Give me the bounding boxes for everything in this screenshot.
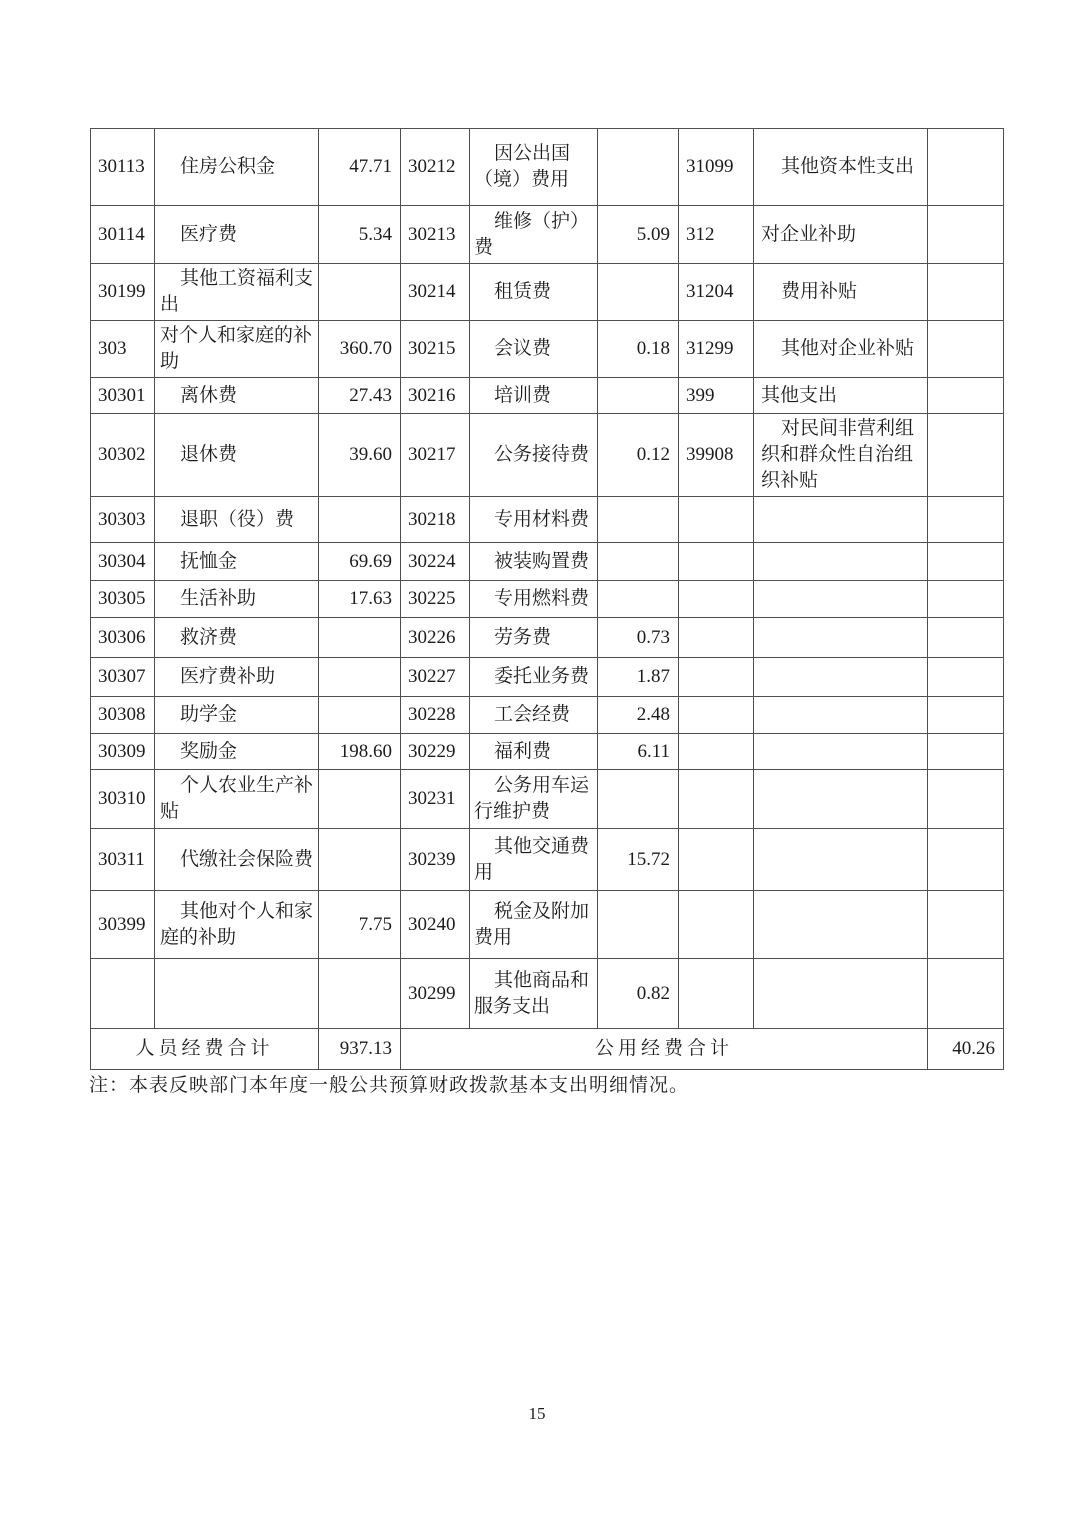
amount-cell <box>928 581 1004 618</box>
item-name-cell: 委托业务费 <box>470 658 598 697</box>
code-cell: 30231 <box>401 770 470 829</box>
item-name-cell: 对个人和家庭的补助 <box>155 321 319 378</box>
code-cell: 30114 <box>91 206 155 264</box>
code-cell <box>91 959 155 1029</box>
amount-cell: 47.71 <box>319 129 401 206</box>
amount-cell: 198.60 <box>319 734 401 770</box>
table-row <box>91 770 1004 829</box>
amount-cell <box>928 129 1004 206</box>
item-name-cell <box>754 829 928 891</box>
code-cell: 30399 <box>91 891 155 959</box>
amount-cell <box>319 959 401 1029</box>
code-cell: 30308 <box>91 697 155 734</box>
item-name-cell: 退休费 <box>155 414 319 497</box>
amount-cell <box>319 618 401 658</box>
item-name-cell: 救济费 <box>155 618 319 658</box>
item-name-cell: 退职（役）费 <box>155 497 319 543</box>
item-name-cell: 因公出国（境）费用 <box>470 129 598 206</box>
code-cell: 30303 <box>91 497 155 543</box>
item-name-cell: 离休费 <box>155 378 319 414</box>
table-row <box>91 697 1004 734</box>
item-name-cell: 其他支出 <box>754 378 928 414</box>
amount-cell: 0.73 <box>598 618 679 658</box>
code-cell <box>679 497 754 543</box>
code-cell: 31099 <box>679 129 754 206</box>
public-total-value: 40.26 <box>928 1029 1004 1070</box>
table-row <box>91 658 1004 697</box>
amount-cell <box>928 697 1004 734</box>
amount-cell <box>928 378 1004 414</box>
item-name-cell: 代缴社会保险费 <box>155 829 319 891</box>
item-name-cell: 抚恤金 <box>155 543 319 581</box>
amount-cell <box>928 829 1004 891</box>
item-name-cell: 培训费 <box>470 378 598 414</box>
code-cell: 30227 <box>401 658 470 697</box>
amount-cell <box>598 891 679 959</box>
item-name-cell: 税金及附加费用 <box>470 891 598 959</box>
table-row <box>91 543 1004 581</box>
code-cell: 30240 <box>401 891 470 959</box>
code-cell: 30213 <box>401 206 470 264</box>
code-cell <box>679 658 754 697</box>
amount-cell <box>928 264 1004 321</box>
amount-cell <box>598 497 679 543</box>
code-cell <box>679 829 754 891</box>
item-name-cell: 劳务费 <box>470 618 598 658</box>
code-cell: 30218 <box>401 497 470 543</box>
table-row <box>91 264 1004 321</box>
item-name-cell: 生活补助 <box>155 581 319 618</box>
item-name-cell: 公务接待费 <box>470 414 598 497</box>
code-cell: 30302 <box>91 414 155 497</box>
item-name-cell: 其他资本性支出 <box>754 129 928 206</box>
item-name-cell: 费用补贴 <box>754 264 928 321</box>
code-cell: 312 <box>679 206 754 264</box>
code-cell: 30225 <box>401 581 470 618</box>
code-cell: 30311 <box>91 829 155 891</box>
code-cell: 30113 <box>91 129 155 206</box>
amount-cell: 27.43 <box>319 378 401 414</box>
item-name-cell: 租赁费 <box>470 264 598 321</box>
amount-cell: 360.70 <box>319 321 401 378</box>
code-cell: 30309 <box>91 734 155 770</box>
personnel-total-label: 人员经费合计 <box>91 1029 319 1070</box>
amount-cell <box>928 891 1004 959</box>
table-row <box>91 734 1004 770</box>
code-cell: 30214 <box>401 264 470 321</box>
code-cell: 30229 <box>401 734 470 770</box>
basic-expenditure-detail-table <box>90 128 1004 1070</box>
amount-cell <box>928 543 1004 581</box>
item-name-cell: 其他对企业补贴 <box>754 321 928 378</box>
code-cell: 39908 <box>679 414 754 497</box>
item-name-cell: 福利费 <box>470 734 598 770</box>
amount-cell: 0.82 <box>598 959 679 1029</box>
amount-cell: 1.87 <box>598 658 679 697</box>
code-cell <box>679 581 754 618</box>
amount-cell <box>928 770 1004 829</box>
item-name-cell <box>754 770 928 829</box>
amount-cell <box>598 770 679 829</box>
amount-cell: 5.34 <box>319 206 401 264</box>
code-cell <box>679 734 754 770</box>
amount-cell <box>319 497 401 543</box>
amount-cell <box>598 543 679 581</box>
code-cell: 30307 <box>91 658 155 697</box>
code-cell: 30305 <box>91 581 155 618</box>
amount-cell <box>928 497 1004 543</box>
table-row <box>91 829 1004 891</box>
table-row <box>91 414 1004 497</box>
personnel-total-value: 937.13 <box>319 1029 401 1070</box>
code-cell: 31204 <box>679 264 754 321</box>
code-cell: 30239 <box>401 829 470 891</box>
amount-cell <box>928 658 1004 697</box>
item-name-cell: 其他工资福利支出 <box>155 264 319 321</box>
item-name-cell: 个人农业生产补贴 <box>155 770 319 829</box>
amount-cell <box>598 129 679 206</box>
item-name-cell: 医疗费 <box>155 206 319 264</box>
amount-cell: 39.60 <box>319 414 401 497</box>
item-name-cell: 被装购置费 <box>470 543 598 581</box>
item-name-cell <box>754 618 928 658</box>
item-name-cell: 维修（护）费 <box>470 206 598 264</box>
code-cell <box>679 891 754 959</box>
amount-cell: 15.72 <box>598 829 679 891</box>
amount-cell <box>319 264 401 321</box>
item-name-cell: 其他商品和服务支出 <box>470 959 598 1029</box>
item-name-cell <box>754 891 928 959</box>
code-cell: 30299 <box>401 959 470 1029</box>
amount-cell <box>598 581 679 618</box>
code-cell: 30224 <box>401 543 470 581</box>
item-name-cell <box>754 497 928 543</box>
code-cell <box>679 959 754 1029</box>
table-row <box>91 581 1004 618</box>
amount-cell <box>598 378 679 414</box>
code-cell: 30304 <box>91 543 155 581</box>
amount-cell: 6.11 <box>598 734 679 770</box>
item-name-cell <box>754 697 928 734</box>
item-name-cell: 专用燃料费 <box>470 581 598 618</box>
code-cell <box>679 697 754 734</box>
code-cell: 30215 <box>401 321 470 378</box>
amount-cell <box>319 770 401 829</box>
item-name-cell: 对民间非营利组织和群众性自治组织补贴 <box>754 414 928 497</box>
public-total-label: 公用经费合计 <box>401 1029 928 1070</box>
code-cell: 30216 <box>401 378 470 414</box>
table-row <box>91 959 1004 1029</box>
table-row <box>91 618 1004 658</box>
amount-cell <box>319 829 401 891</box>
item-name-cell: 会议费 <box>470 321 598 378</box>
amount-cell: 0.12 <box>598 414 679 497</box>
item-name-cell <box>754 543 928 581</box>
item-name-cell: 公务用车运行维护费 <box>470 770 598 829</box>
amount-cell: 0.18 <box>598 321 679 378</box>
code-cell: 30226 <box>401 618 470 658</box>
amount-cell <box>598 264 679 321</box>
amount-cell <box>928 206 1004 264</box>
item-name-cell <box>754 959 928 1029</box>
table-note: 注：本表反映部门本年度一般公共预算财政拨款基本支出明细情况。 <box>89 1075 690 1096</box>
code-cell: 30199 <box>91 264 155 321</box>
item-name-cell <box>754 734 928 770</box>
table-row <box>91 321 1004 378</box>
amount-cell <box>319 658 401 697</box>
amount-cell: 5.09 <box>598 206 679 264</box>
table-row <box>91 206 1004 264</box>
code-cell: 30306 <box>91 618 155 658</box>
table-row <box>91 378 1004 414</box>
amount-cell <box>928 414 1004 497</box>
totals-row <box>91 1029 1004 1070</box>
table-row <box>91 497 1004 543</box>
item-name-cell: 奖励金 <box>155 734 319 770</box>
code-cell: 30310 <box>91 770 155 829</box>
code-cell <box>679 543 754 581</box>
code-cell: 30301 <box>91 378 155 414</box>
item-name-cell: 工会经费 <box>470 697 598 734</box>
amount-cell: 7.75 <box>319 891 401 959</box>
item-name-cell: 对企业补助 <box>754 206 928 264</box>
code-cell: 30228 <box>401 697 470 734</box>
amount-cell <box>928 618 1004 658</box>
item-name-cell <box>155 959 319 1029</box>
amount-cell: 17.63 <box>319 581 401 618</box>
table-row <box>91 891 1004 959</box>
code-cell <box>679 618 754 658</box>
code-cell: 30212 <box>401 129 470 206</box>
table-row <box>91 129 1004 206</box>
code-cell: 399 <box>679 378 754 414</box>
item-name-cell <box>754 581 928 618</box>
amount-cell <box>319 697 401 734</box>
code-cell: 31299 <box>679 321 754 378</box>
item-name-cell: 其他对个人和家庭的补助 <box>155 891 319 959</box>
code-cell: 30217 <box>401 414 470 497</box>
code-cell <box>679 770 754 829</box>
code-cell: 303 <box>91 321 155 378</box>
amount-cell <box>928 734 1004 770</box>
amount-cell: 2.48 <box>598 697 679 734</box>
item-name-cell: 专用材料费 <box>470 497 598 543</box>
page-number: 15 <box>528 1404 546 1423</box>
item-name-cell: 住房公积金 <box>155 129 319 206</box>
item-name-cell: 医疗费补助 <box>155 658 319 697</box>
amount-cell <box>928 321 1004 378</box>
item-name-cell: 助学金 <box>155 697 319 734</box>
amount-cell <box>928 959 1004 1029</box>
item-name-cell: 其他交通费用 <box>470 829 598 891</box>
amount-cell: 69.69 <box>319 543 401 581</box>
item-name-cell <box>754 658 928 697</box>
